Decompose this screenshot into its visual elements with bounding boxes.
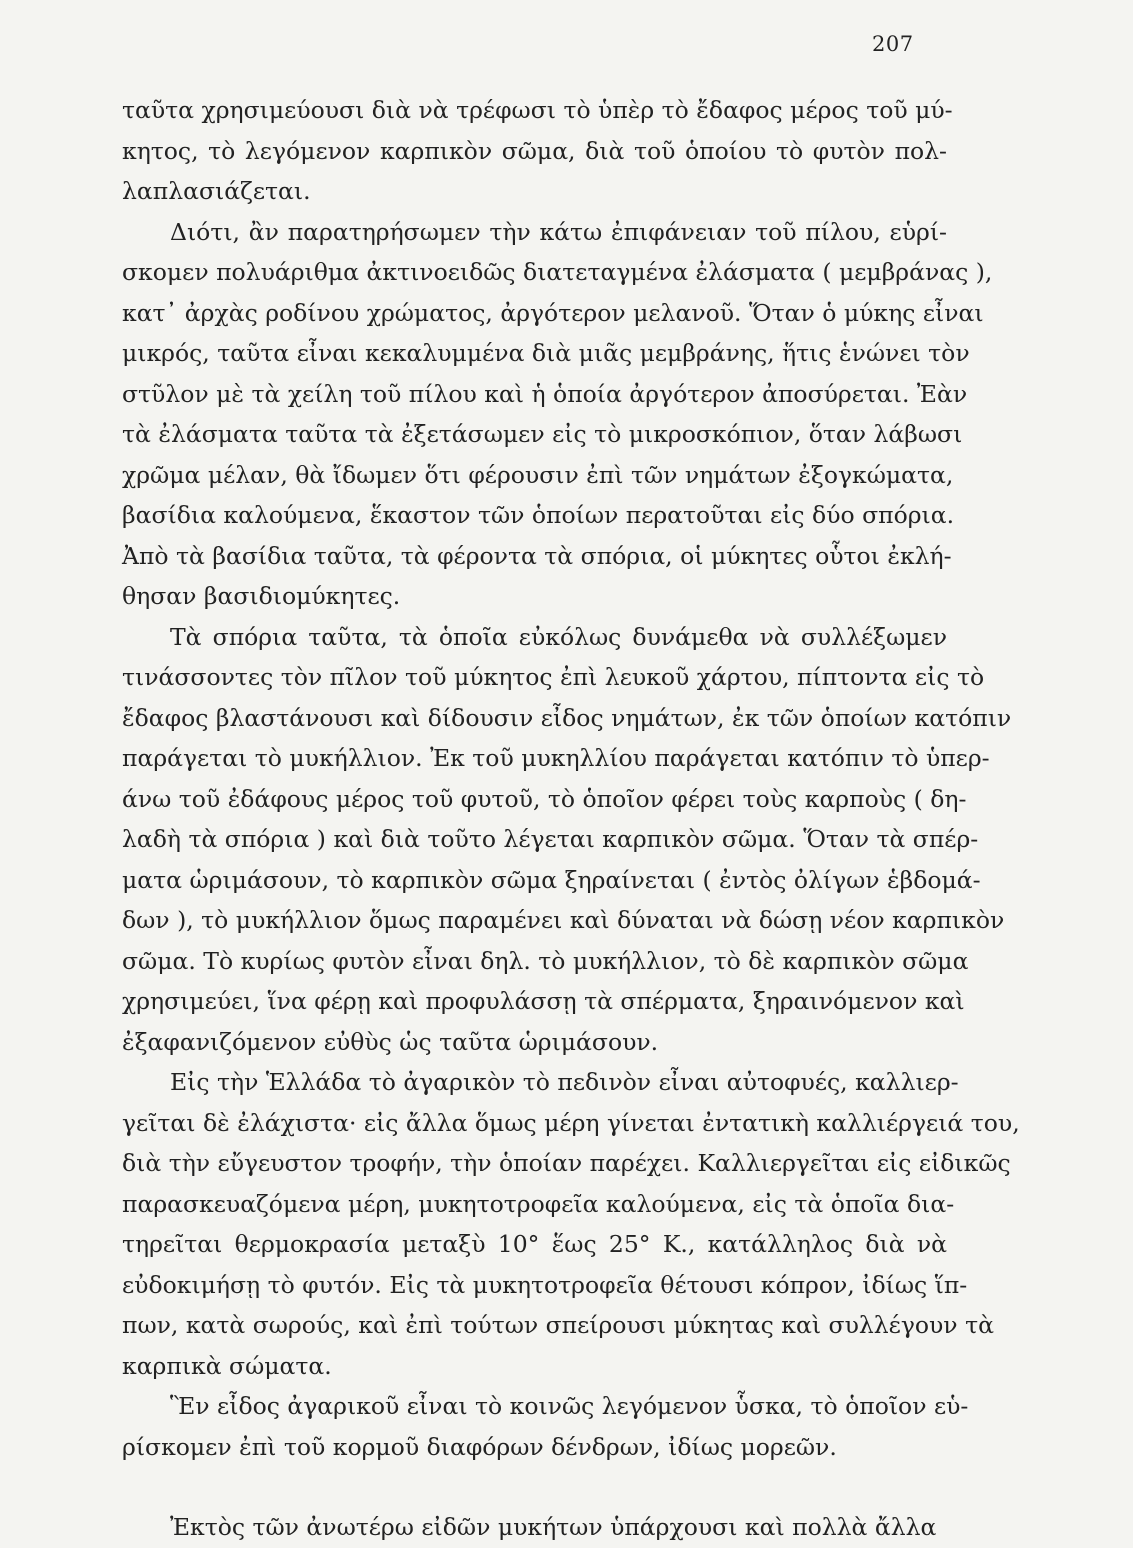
- paragraph: [122, 617, 1012, 1063]
- paragraph: [122, 1062, 1020, 1386]
- text-line: χρῶμα μέλαν, θὰ ἴδωμεν ὅτι φέρουσιν ἐπὶ τῶν νημάτων ἐξογκώματα,: [122, 460, 954, 489]
- text-line: τινάσσοντες τὸν πῖλον τοῦ μύκητος ἐπὶ λευκοῦ χάρτου, πίπτοντα εἰς τὸ: [122, 663, 985, 691]
- text-line: θησαν βασιδιομύκητες.: [122, 582, 401, 610]
- text-line: Ἐκτὸς τῶν ἀνωτέρω εἰδῶν μυκήτων ὑπάρχουσι καὶ πολλὰ ἄλλα: [170, 1513, 937, 1541]
- text-line: κητος, τὸ λεγόμενον καρπικὸν σῶμα, διὰ τοῦ ὁποίου τὸ φυτὸν πολ-: [122, 136, 947, 165]
- paragraph: [122, 1507, 947, 1548]
- text-line: Ἓν εἶδος ἀγαρικοῦ εἶναι τὸ κοινῶς λεγόμενον ὗσκα, τὸ ὁποῖον εὑ-: [170, 1392, 969, 1420]
- paragraph: [122, 1386, 969, 1467]
- text-line: τὰ ἐλάσματα ταῦτα τὰ ἐξετάσωμεν εἰς τὸ μικροσκόπιον, ὅταν λάβωσι: [122, 420, 963, 448]
- text-line: χρησιμεύει, ἵνα φέρῃ καὶ προφυλάσσῃ τὰ σπέρματα, ξηραινόμενον καὶ: [122, 987, 965, 1015]
- text-line: λαδὴ τὰ σπόρια ) καὶ διὰ τοῦτο λέγεται καρπικὸν σῶμα. Ὅταν τὰ σπέρ-: [122, 825, 979, 853]
- text-line: διὰ τὴν εὔγευστον τροφήν, τὴν ὁποίαν παρέχει. Καλλιεργεῖται εἰς εἰδικῶς: [122, 1149, 1011, 1177]
- text-line: βασίδια καλούμενα, ἕκαστον τῶν ὁποίων περατοῦται εἰς δύο σπόρια.: [122, 501, 955, 529]
- text-line: σκομεν πολυάριθμα ἀκτινοειδῶς διατεταγμένα ἐλάσματα ( μεμβράνας ),: [122, 258, 993, 286]
- text-line: καρπικὰ σώματα.: [122, 1351, 332, 1380]
- text-line: ταῦτα χρησιμεύουσι διὰ νὰ τρέφωσι τὸ ὑπὲρ τὸ ἔδαφος μέρος τοῦ μύ-: [122, 96, 953, 124]
- paragraph: [122, 90, 953, 212]
- text-line: τηρεῖται θερμοκρασία μεταξὺ 10° ἕως 25° Κ., κατάλληλος διὰ νὰ: [122, 1230, 947, 1258]
- text-line: ρίσκομεν ἐπὶ τοῦ κορμοῦ διαφόρων δένδρων, ἰδίως μορεῶν.: [122, 1432, 837, 1461]
- text-line: ματα ὡριμάσουν, τὸ καρπικὸν σῶμα ξηραίνεται ( ἐντὸς ὀλίγων ἑβδομά-: [122, 865, 981, 894]
- text-line: λαπλασιάζεται.: [122, 177, 311, 205]
- text-line: Εἰς τὴν Ἑλλάδα τὸ ἀγαρικὸν τὸ πεδινὸν εἶναι αὐτοφυές, καλλιερ-: [170, 1068, 959, 1096]
- text-line: εὐδοκιμήσῃ τὸ φυτόν. Εἰς τὰ μυκητοτροφεῖα θέτουσι κόπρον, ἰδίως ἵπ-: [122, 1270, 968, 1299]
- text-line: κατ᾽ ἀρχὰς ροδίνου χρώματος, ἀργότερον μελανοῦ. Ὅταν ὁ μύκης εἶναι: [122, 298, 984, 327]
- paragraph-gap: [122, 1467, 947, 1507]
- text-line: άνω τοῦ ἐδάφους μέρος τοῦ φυτοῦ, τὸ ὁποῖον φέρει τοὺς καρποὺς ( δη-: [122, 784, 967, 813]
- text-line: ἐξαφανιζόμενον εὐθὺς ὡς ταῦτα ὡριμάσουν.: [122, 1027, 659, 1056]
- text-line: στῦλον μὲ τὰ χείλη τοῦ πίλου καὶ ἡ ὁποία ἀργότερον ἀποσύρεται. Ἐὰν: [122, 379, 968, 408]
- text-line: μικρός, ταῦτα εἶναι κεκαλυμμένα διὰ μιᾶς μεμβράνης, ἥτις ἑνώνει τὸν: [122, 339, 970, 367]
- text-line: ἔδαφος βλαστάνουσι καὶ δίδουσιν εἶδος νημάτων, ἐκ τῶν ὁποίων κατόπιν: [122, 703, 1012, 732]
- text-line: πων, κατὰ σωρούς, καὶ ἐπὶ τούτων σπείρουσι μύκητας καὶ συλλέγουν τὰ: [122, 1311, 994, 1339]
- text-line: δων ), τὸ μυκήλλιον ὅμως παραμένει καὶ δύναται νὰ δώσῃ νέον καρπικὸν: [122, 906, 1005, 934]
- text-line: παρασκευαζόμενα μέρη, μυκητοτροφεῖα καλούμενα, εἰς τὰ ὁποῖα δια-: [122, 1189, 955, 1218]
- text-line: Διότι, ἂν παρατηρήσωμεν τὴν κάτω ἐπιφάνειαν τοῦ πίλου, εὑρί-: [170, 217, 947, 246]
- text-line: σῶμα. Τὸ κυρίως φυτὸν εἶναι δηλ. τὸ μυκήλλιον, τὸ δὲ καρπικὸν σῶμα: [122, 946, 969, 975]
- text-line: παράγεται τὸ μυκήλλιον. Ἐκ τοῦ μυκηλλίου παράγεται κατόπιν τὸ ὑπερ-: [122, 744, 990, 772]
- page-number: 207: [872, 32, 914, 56]
- paragraph: [122, 212, 993, 617]
- body-text: [122, 90, 1020, 1548]
- text-line: γεῖται δὲ ἐλάχιστα· εἰς ἄλλα ὅμως μέρη γίνεται ἐντατικὴ καλλιέργειά του,: [122, 1108, 1020, 1137]
- text-line: Τὰ σπόρια ταῦτα, τὰ ὁποῖα εὐκόλως δυνάμεθα νὰ συλλέξωμεν: [170, 622, 947, 651]
- text-line: Ἀπὸ τὰ βασίδια ταῦτα, τὰ φέροντα τὰ σπόρια, οἱ μύκητες οὗτοι ἐκλή-: [122, 541, 952, 570]
